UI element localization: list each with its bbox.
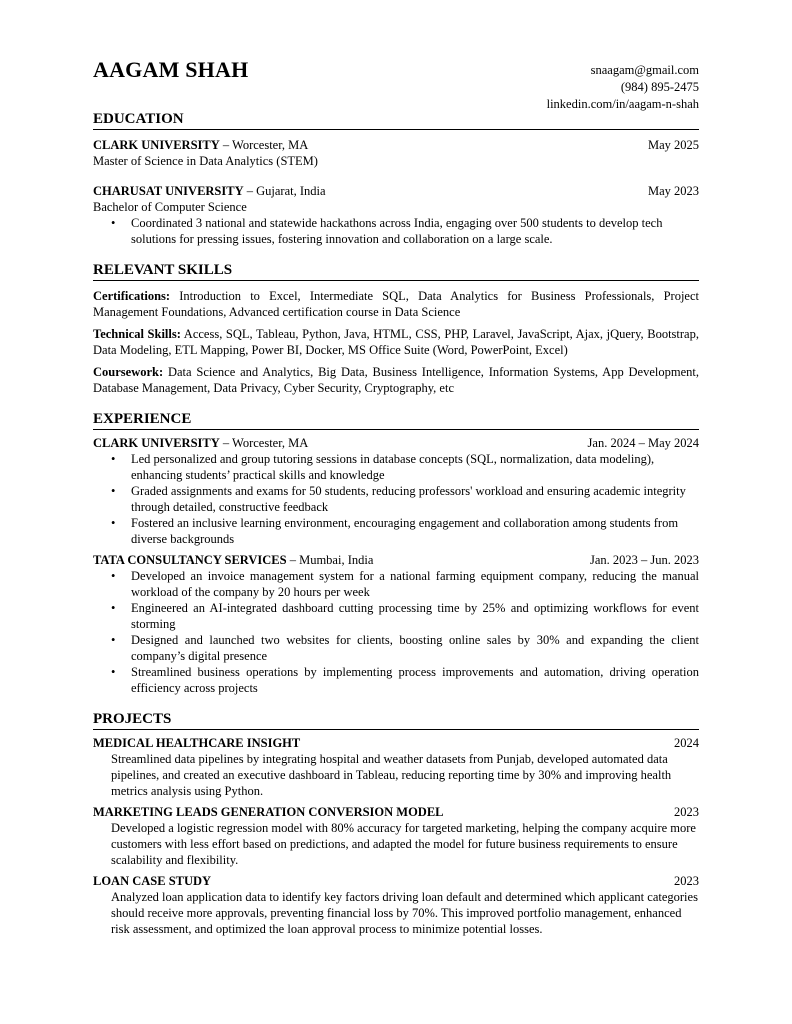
- skill-line: Certifications: Introduction to Excel, Intermediate SQL, Data Analytics for Business Professionals, Project Management Foundations, Advanced certification course in Data Science: [93, 289, 699, 319]
- projects-heading: PROJECTS: [93, 710, 699, 730]
- graduation-date: May 2025: [647, 138, 699, 152]
- email[interactable]: snaagam@gmail.com: [590, 63, 699, 77]
- school-location: – Gujarat, India: [243, 184, 326, 198]
- linkedin-link[interactable]: linkedin.com/in/aagam-n-shah: [546, 97, 699, 111]
- employer-name: CLARK UNIVERSITY: [93, 436, 220, 450]
- bullet-item: • Coordinated 3 national and statewide hackathons across India, engaging over 500 students to develop tech solutions for pressing issues, fostering innovation and collaboration on a large scale.: [111, 216, 663, 246]
- school-name: CLARK UNIVERSITY: [93, 138, 220, 152]
- project-entry: [93, 804, 699, 868]
- project-description: Analyzed loan application data to identify key factors driving loan default and determined which applicant categories should receive more approvals, preventing financial loss by 70%. This improved portfolio management, enhanced risk assessment, and optimized the loan approval process to minimize potential losses.: [111, 890, 698, 936]
- school-location: – Worcester, MA: [219, 138, 309, 152]
- school-name: CHARUSAT UNIVERSITY: [93, 184, 244, 198]
- skills-section: [93, 261, 699, 396]
- education-section: [93, 110, 699, 247]
- phone: (984) 895-2475: [620, 80, 699, 94]
- project-entry: [93, 873, 699, 937]
- education-entry: [93, 137, 699, 169]
- job-dates: Jan. 2023 – Jun. 2023: [589, 553, 699, 567]
- bullet-item: • Led personalized and group tutoring sessions in database concepts (SQL, normalization, data modeling), enhancing students’ practical skills and knowledge: [111, 452, 655, 482]
- job-entry: [93, 552, 699, 696]
- job-entry: [93, 435, 699, 547]
- project-name: LOAN CASE STUDY: [93, 874, 212, 888]
- project-description: Streamlined data pipelines by integrating hospital and weather datasets from Punjab, developed automated data pipelines, and created an executive dashboard in Tableau, reducing reporting time by 30% and improving health metrics analysis using Python.: [111, 752, 672, 798]
- experience-heading: EXPERIENCE: [93, 410, 699, 430]
- employer-name: TATA CONSULTANCY SERVICES: [93, 553, 287, 567]
- bullet-item: • Fostered an inclusive learning environment, encouraging engagement and collaboration among students from diverse backgrounds: [111, 516, 679, 546]
- bullet-item: • Designed and launched two websites for clients, boosting online sales by 30% and expanding the client company’s digital presence: [111, 633, 699, 663]
- education-entry: [93, 183, 699, 247]
- graduation-date: May 2023: [647, 184, 699, 198]
- projects-section: [93, 710, 699, 937]
- employer-location: – Mumbai, India: [286, 553, 374, 567]
- project-year: 2023: [674, 805, 699, 819]
- bullet-item: • Graded assignments and exams for 50 students, reducing professors' workload and ensuring academic integrity through detailed, constructive feedback: [111, 484, 686, 514]
- skill-line: Technical Skills: Access, SQL, Tableau, Python, Java, HTML, CSS, PHP, Laravel, JavaScript, Ajax, jQuery, Bootstrap, Data Modeling, ETL Mapping, Power BI, Docker, MS Office Suite (Word, PowerPoint, Excel): [93, 327, 699, 357]
- education-heading: EDUCATION: [93, 110, 699, 130]
- skill-line: Coursework: Data Science and Analytics, Big Data, Business Intelligence, Information Systems, App Development, Database Management, Data Privacy, Cyber Security, Cryptography, etc: [93, 365, 699, 395]
- skills-heading: RELEVANT SKILLS: [93, 261, 699, 281]
- bullet-item: • Streamlined business operations by implementing process improvements and automation, driving operation efficiency across projects: [111, 665, 699, 695]
- project-year: 2024: [674, 736, 699, 750]
- experience-section: [93, 410, 699, 696]
- resume-page: [93, 58, 699, 937]
- degree: Master of Science in Data Analytics (STEM): [93, 154, 318, 168]
- project-name: MEDICAL HEALTHCARE INSIGHT: [93, 736, 301, 750]
- employer-location: – Worcester, MA: [219, 436, 309, 450]
- resume-header: [93, 58, 699, 118]
- candidate-name: AAGAM SHAH: [93, 57, 249, 82]
- project-description: Developed a logistic regression model with 80% accuracy for targeted marketing, helping the company acquire more customers with less effort based on predictions, and adapted the model for future business requirements to ensure scalability and flexibility.: [111, 821, 696, 867]
- degree: Bachelor of Computer Science: [93, 200, 247, 214]
- project-name: MARKETING LEADS GENERATION CONVERSION MODEL: [93, 805, 444, 819]
- bullet-item: • Engineered an AI-integrated dashboard cutting processing time by 25% and optimizing workflows for event storming: [111, 601, 699, 631]
- job-dates: Jan. 2024 – May 2024: [587, 436, 699, 450]
- contact-block: [547, 62, 699, 113]
- project-entry: [93, 735, 699, 799]
- project-year: 2023: [674, 874, 699, 888]
- bullet-item: • Developed an invoice management system for a national farming equipment company, reducing the manual workload of the company by 20 hours per week: [111, 569, 699, 599]
